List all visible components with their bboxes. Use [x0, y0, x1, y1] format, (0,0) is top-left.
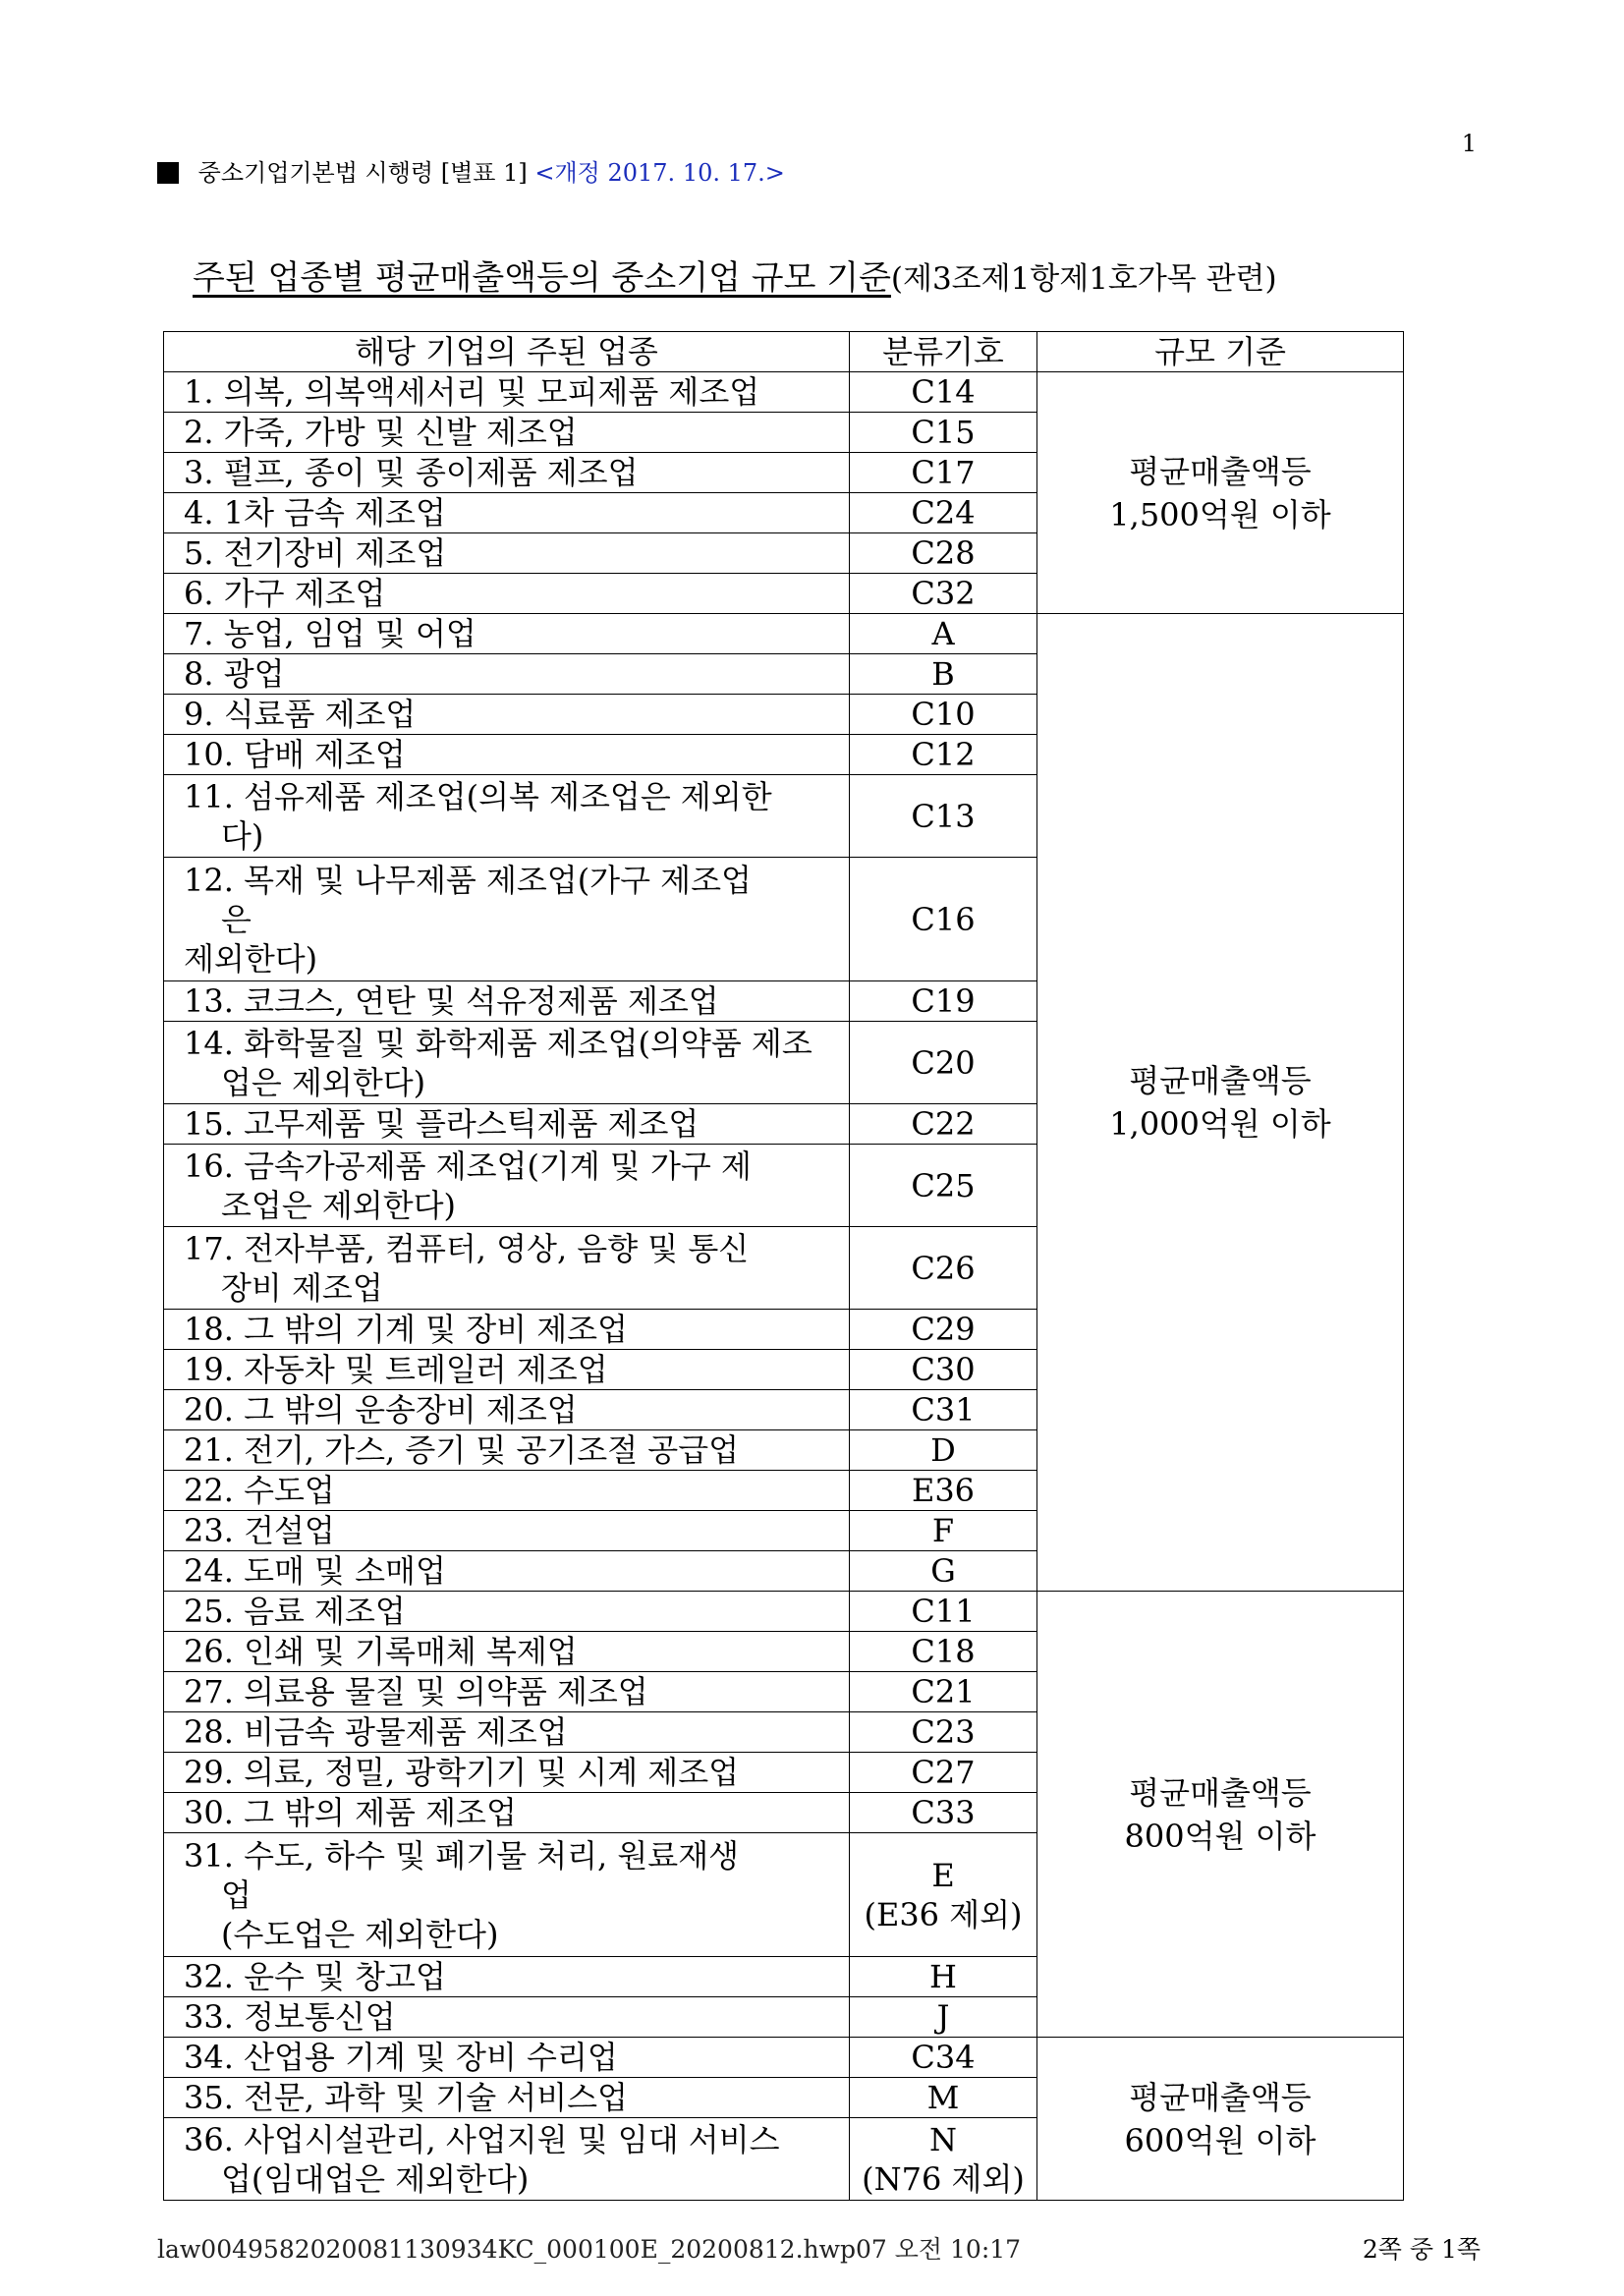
industry-line: 9. 식료품 제조업 — [184, 696, 417, 733]
code-value: C33 — [911, 1794, 976, 1831]
code-cell — [850, 1957, 1037, 1997]
industry-line: 은 — [221, 900, 252, 938]
industry-cell — [164, 654, 850, 695]
code-cell — [850, 1430, 1037, 1471]
industry-line: (수도업은 제외한다) — [221, 1915, 499, 1953]
code-value: A — [931, 615, 955, 652]
page-title — [193, 251, 1277, 299]
code-value: C18 — [911, 1633, 976, 1670]
criteria-line: 평균매출액등 — [1129, 1062, 1312, 1099]
code-value: C11 — [911, 1593, 976, 1630]
industry-line: 15. 고무제품 및 플라스틱제품 제조업 — [184, 1105, 700, 1143]
criteria-line: 1,000억원 이하 — [1109, 1105, 1331, 1143]
table-body — [164, 332, 1404, 2201]
code-cell — [850, 372, 1037, 413]
code-cell — [850, 533, 1037, 574]
table-header-row — [164, 332, 1404, 372]
code-cell — [850, 1793, 1037, 1833]
code-value: (E36 제외) — [864, 1895, 1023, 1933]
industry-line: 제외한다) — [184, 939, 318, 978]
code-value: C20 — [911, 1043, 976, 1082]
industry-line: 33. 정보통신업 — [184, 1998, 396, 2036]
industry-line: 18. 그 밖의 기계 및 장비 제조업 — [184, 1311, 628, 1348]
industry-line: 32. 운수 및 창고업 — [184, 1958, 446, 1995]
table-row — [164, 2038, 1404, 2078]
col-header-criteria: 규모 기준 — [1037, 332, 1404, 372]
industry-line: 24. 도매 및 소매업 — [184, 1552, 446, 1590]
code-cell — [850, 1511, 1037, 1551]
industry-line: 업은 제외한다) — [221, 1063, 426, 1101]
code-cell — [850, 413, 1037, 453]
industry-cell — [164, 1227, 850, 1310]
code-cell — [850, 574, 1037, 614]
code-cell — [850, 2078, 1037, 2118]
industry-cell — [164, 1551, 850, 1592]
industry-cell — [164, 1997, 850, 2038]
col-header-code: 분류기호 — [850, 332, 1037, 372]
code-value: C24 — [911, 494, 976, 532]
title-suffix: (제3조제1항제1호가목 관련) — [890, 261, 1277, 297]
industry-line: 19. 자동차 및 트레일러 제조업 — [184, 1351, 608, 1388]
criteria-line: 800억원 이하 — [1124, 1817, 1316, 1855]
code-cell — [850, 1997, 1037, 2038]
industry-cell — [164, 1390, 850, 1430]
industry-cell — [164, 735, 850, 775]
industry-cell — [164, 372, 850, 413]
industry-cell — [164, 1145, 850, 1227]
code-cell — [850, 453, 1037, 493]
criteria-line: 600억원 이하 — [1124, 2121, 1316, 2159]
industry-line: 4. 1차 금속 제조업 — [184, 494, 446, 532]
code-value: C31 — [911, 1391, 976, 1428]
industry-line: 36. 사업시설관리, 사업지원 및 임대 서비스 — [184, 2120, 780, 2158]
criteria-line: 평균매출액등 — [1129, 2078, 1312, 2116]
code-value: C26 — [911, 1249, 976, 1287]
industry-line: 1. 의복, 의복액세서리 및 모피제품 제조업 — [184, 373, 760, 411]
industry-line: 26. 인쇄 및 기록매체 복제업 — [184, 1633, 578, 1670]
industry-line: 20. 그 밖의 운송장비 제조업 — [184, 1391, 578, 1428]
industry-cell — [164, 1833, 850, 1957]
industry-line: 22. 수도업 — [184, 1472, 335, 1509]
code-value: C25 — [911, 1166, 976, 1204]
code-value: C21 — [911, 1673, 976, 1710]
code-cell — [850, 1350, 1037, 1390]
industry-line: 7. 농업, 임업 및 어업 — [184, 615, 476, 652]
industry-line: 23. 건설업 — [184, 1512, 335, 1549]
code-cell — [850, 1712, 1037, 1753]
industry-cell — [164, 1592, 850, 1632]
industry-cell — [164, 614, 850, 654]
code-cell — [850, 1227, 1037, 1310]
industry-line: 다) — [221, 816, 264, 855]
code-value: (N76 제외) — [862, 2159, 1025, 2198]
industry-line: 28. 비금속 광물제품 제조업 — [184, 1713, 568, 1751]
industry-line: 10. 담배 제조업 — [184, 736, 406, 773]
industry-line: 업(임대업은 제외한다) — [221, 2159, 530, 2198]
code-value: C14 — [911, 373, 976, 411]
industry-line: 2. 가죽, 가방 및 신발 제조업 — [184, 414, 578, 451]
industry-cell — [164, 1511, 850, 1551]
criteria-cell — [1037, 372, 1404, 614]
code-value: C15 — [911, 414, 976, 451]
code-cell — [850, 858, 1037, 981]
code-value: C28 — [911, 534, 976, 572]
criteria-line: 평균매출액등 — [1129, 1773, 1312, 1812]
code-value: C23 — [911, 1713, 976, 1751]
criteria-line: 1,500억원 이하 — [1109, 495, 1331, 533]
code-value: C34 — [911, 2039, 976, 2076]
industry-cell — [164, 413, 850, 453]
industry-cell — [164, 1310, 850, 1350]
industry-line: 14. 화학물질 및 화학제품 제조업(의약품 제조 — [184, 1024, 812, 1062]
code-cell — [850, 1753, 1037, 1793]
industry-line: 25. 음료 제조업 — [184, 1593, 406, 1630]
black-square-icon — [157, 162, 179, 184]
code-cell — [850, 654, 1037, 695]
code-value: G — [930, 1552, 956, 1590]
industry-line: 35. 전문, 과학 및 기술 서비스업 — [184, 2079, 628, 2116]
code-cell — [850, 1471, 1037, 1511]
code-cell — [850, 775, 1037, 858]
industry-cell — [164, 981, 850, 1022]
industry-cell — [164, 574, 850, 614]
industry-cell — [164, 1632, 850, 1672]
industry-cell — [164, 1957, 850, 1997]
industry-cell — [164, 2118, 850, 2201]
industry-cell — [164, 2038, 850, 2078]
criteria-line: 평균매출액등 — [1129, 452, 1312, 490]
code-value: H — [929, 1958, 957, 1995]
industry-line: 16. 금속가공제품 제조업(기계 및 가구 제 — [184, 1147, 752, 1185]
revision-date-link[interactable]: <개정 2017. 10. 17.> — [534, 159, 785, 187]
industry-line: 30. 그 밖의 제품 제조업 — [184, 1794, 517, 1831]
code-value: B — [931, 655, 955, 693]
code-cell — [850, 1022, 1037, 1104]
criteria-cell — [1037, 614, 1404, 1592]
industry-cell — [164, 1672, 850, 1712]
code-value: C29 — [911, 1311, 976, 1348]
industry-line: 17. 전자부품, 컴퓨터, 영상, 음향 및 통신 — [184, 1229, 750, 1267]
industry-line: 27. 의료용 물질 및 의약품 제조업 — [184, 1673, 648, 1710]
industry-line: 34. 산업용 기계 및 장비 수리업 — [184, 2039, 618, 2076]
industry-cell — [164, 1430, 850, 1471]
code-cell — [850, 1145, 1037, 1227]
code-value: E36 — [911, 1472, 976, 1509]
code-cell — [850, 614, 1037, 654]
industry-line: 29. 의료, 정밀, 광학기기 및 시계 제조업 — [184, 1754, 740, 1791]
industry-line: 8. 광업 — [184, 655, 285, 693]
code-cell — [850, 981, 1037, 1022]
law-ref: 중소기업기본법 시행령 [별표 1] — [197, 159, 528, 187]
industry-cell — [164, 1712, 850, 1753]
industry-cell — [164, 695, 850, 735]
code-value: C10 — [911, 696, 976, 733]
code-cell — [850, 1551, 1037, 1592]
code-value: C32 — [911, 575, 976, 612]
industry-cell — [164, 858, 850, 981]
code-value: C13 — [911, 797, 976, 835]
code-cell — [850, 695, 1037, 735]
industry-line: 업 — [221, 1876, 252, 1914]
industry-cell — [164, 1022, 850, 1104]
code-value: C22 — [911, 1105, 976, 1143]
industry-line: 21. 전기, 가스, 증기 및 공기조절 공급업 — [184, 1431, 740, 1469]
footer-file-info: law004958202008113093​4KC_000100E_20200812​.hwp07 오전 10:17 — [157, 2235, 1022, 2264]
industry-cell — [164, 1753, 850, 1793]
code-cell — [850, 1632, 1037, 1672]
code-value: C27 — [911, 1754, 976, 1791]
industry-cell — [164, 533, 850, 574]
industry-cell — [164, 1471, 850, 1511]
industry-line: 3. 펄프, 종이 및 종이제품 제조업 — [184, 454, 639, 491]
industry-cell — [164, 453, 850, 493]
code-value: C30 — [911, 1351, 976, 1388]
code-cell — [850, 1310, 1037, 1350]
code-cell — [850, 1833, 1037, 1957]
table-row — [164, 614, 1404, 654]
size-criteria-table — [163, 331, 1404, 2201]
code-value: F — [931, 1512, 955, 1549]
code-value: C12 — [911, 736, 976, 773]
code-cell — [850, 1104, 1037, 1145]
industry-line: 5. 전기장비 제조업 — [184, 534, 447, 572]
title-main: 주된 업종별 평균매출액등의 중소기업 규모 기준 — [193, 258, 891, 298]
col-header-industry: 해당 기업의 주된 업종 — [164, 332, 850, 372]
code-cell — [850, 1390, 1037, 1430]
industry-line: 11. 섬유제품 제조업(의복 제조업은 제외한 — [184, 777, 772, 815]
code-value: D — [930, 1431, 956, 1469]
code-value: C17 — [911, 454, 976, 491]
table-row — [164, 372, 1404, 413]
code-cell — [850, 2118, 1037, 2201]
code-cell — [850, 1592, 1037, 1632]
industry-cell — [164, 1793, 850, 1833]
industry-cell — [164, 1104, 850, 1145]
industry-cell — [164, 2078, 850, 2118]
industry-line: 6. 가구 제조업 — [184, 575, 386, 612]
code-cell — [850, 735, 1037, 775]
footer-page-count: 2쪽 중 1쪽 — [1362, 2235, 1481, 2264]
criteria-cell — [1037, 1592, 1404, 2038]
code-value: C19 — [911, 982, 976, 1020]
code-value: J — [936, 1998, 950, 2036]
industry-line: 31. 수도, 하수 및 폐기물 처리, 원료재생 — [184, 1836, 740, 1875]
industry-line: 12. 목재 및 나무제품 제조업(가구 제조업 — [184, 861, 752, 899]
industry-cell — [164, 493, 850, 533]
industry-line: 13. 코크스, 연탄 및 석유정제품 제조업 — [184, 982, 719, 1020]
code-cell — [850, 493, 1037, 533]
industry-cell — [164, 775, 850, 858]
page-number: 1 — [1461, 130, 1477, 157]
code-value: C16 — [911, 900, 976, 938]
industry-line: 장비 제조업 — [221, 1268, 383, 1307]
industry-cell — [164, 1350, 850, 1390]
code-value: M — [926, 2079, 960, 2116]
law-reference-header — [157, 153, 785, 188]
code-cell — [850, 2038, 1037, 2078]
code-value: N — [929, 2120, 957, 2158]
industry-line: 조업은 제외한다) — [221, 1186, 457, 1224]
code-cell — [850, 1672, 1037, 1712]
criteria-cell — [1037, 2038, 1404, 2201]
code-value: E — [931, 1856, 955, 1894]
table-row — [164, 1592, 1404, 1632]
